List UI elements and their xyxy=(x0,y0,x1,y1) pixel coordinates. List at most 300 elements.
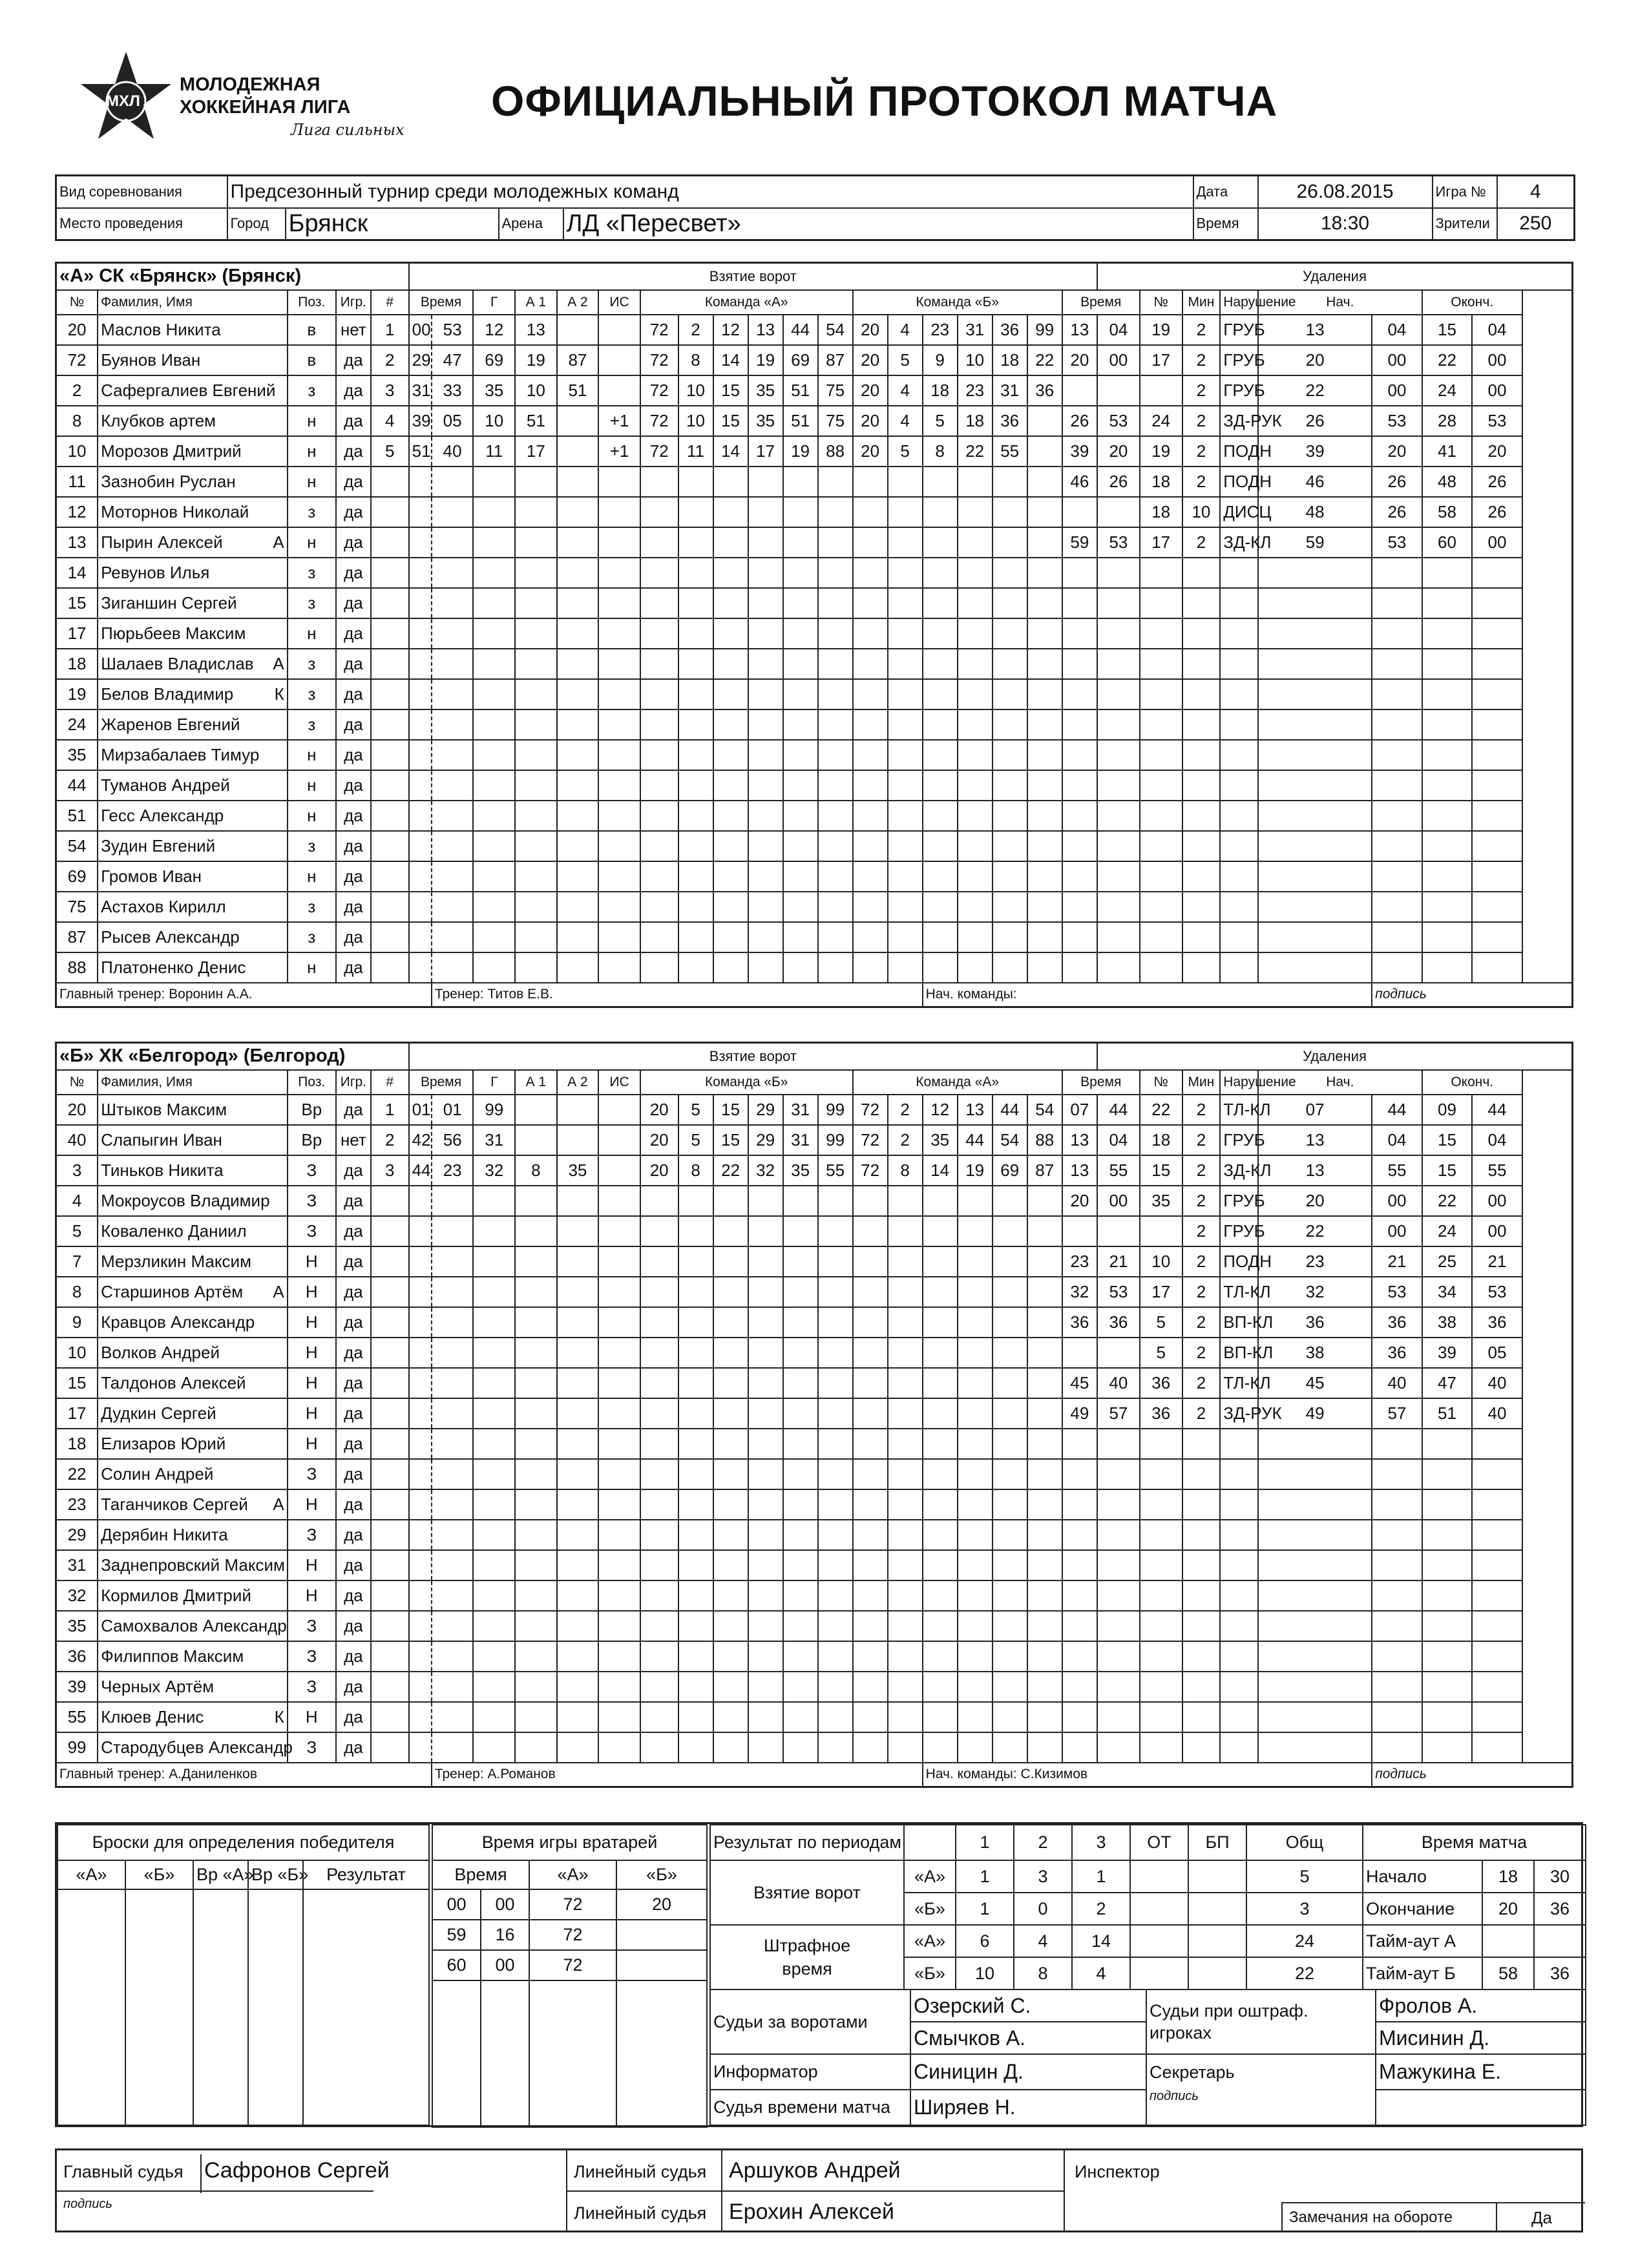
penalty-cell: 00 xyxy=(1372,345,1422,375)
goal-cell xyxy=(557,1095,599,1125)
player-name xyxy=(98,1398,288,1429)
goal-cell xyxy=(515,1398,557,1429)
goal-cell xyxy=(888,709,923,740)
goal-cell xyxy=(473,467,515,497)
goal-cell xyxy=(748,467,783,497)
start-label: Начало xyxy=(1363,1860,1482,1893)
goal-cell: 4 xyxy=(888,375,923,406)
penalty-cell xyxy=(1372,892,1422,922)
goal-cell xyxy=(557,1429,599,1459)
goal-cell: 56 xyxy=(432,1125,474,1155)
penalty-cell: 24 xyxy=(1422,375,1473,406)
g-header: Г xyxy=(473,290,515,315)
goal-cell xyxy=(432,1368,474,1398)
player-name-text: Буянов Иван xyxy=(101,350,201,370)
penalty-cell xyxy=(1472,922,1522,952)
player-name-text: Солин Андрей xyxy=(101,1464,214,1484)
pviol-header: Нарушение xyxy=(1220,1070,1258,1095)
goal-cell xyxy=(473,1580,515,1611)
goal-cell: +1 xyxy=(598,436,640,467)
goal-cell xyxy=(783,497,818,527)
goal-cell xyxy=(409,831,432,861)
penalty-cell xyxy=(1097,1611,1140,1641)
penalty-cell xyxy=(1182,618,1221,649)
goal-cell xyxy=(371,1672,409,1702)
goal-cell xyxy=(409,1368,432,1398)
goal-cell xyxy=(713,497,748,527)
goal-cell xyxy=(923,1641,958,1672)
goal-cell xyxy=(853,558,888,588)
penalty-cell: 15 xyxy=(1422,1125,1473,1155)
pnum-header: № xyxy=(1140,1070,1182,1095)
goal-cell xyxy=(473,1277,515,1307)
player-played: да xyxy=(336,467,371,497)
goal-cell xyxy=(748,588,783,618)
player-number: 8 xyxy=(56,406,98,436)
match-time-table xyxy=(1362,1824,1586,1990)
goal-cell xyxy=(678,1702,713,1732)
goal-cell xyxy=(557,1216,599,1246)
total-value: 22 xyxy=(1246,1957,1363,1990)
player-pos: Н xyxy=(288,1550,336,1580)
player-row xyxy=(56,922,1573,952)
penalty-cell: ГРУБ xyxy=(1220,1216,1258,1246)
goal-cell xyxy=(748,1489,783,1520)
goal-cell xyxy=(958,649,993,679)
player-played: да xyxy=(336,1398,371,1429)
goal-cell: 22 xyxy=(713,1155,748,1186)
penalty-cell: 2 xyxy=(1182,375,1221,406)
penalty-cell xyxy=(1062,1429,1097,1459)
goal-cell xyxy=(958,831,993,861)
goal-cell xyxy=(557,558,599,588)
player-name-text: Волков Андрей xyxy=(101,1342,220,1362)
goal-cell xyxy=(818,618,853,649)
penalty-cell xyxy=(1140,952,1182,983)
goal-cell xyxy=(888,861,923,892)
goal-cell xyxy=(678,1398,713,1429)
goal-cell xyxy=(783,1246,818,1277)
penalty-cell xyxy=(1220,1732,1258,1763)
goal-cell xyxy=(640,1216,678,1246)
goal-cell xyxy=(923,558,958,588)
penalty-cell: 39 xyxy=(1422,1338,1473,1368)
penalty-cell xyxy=(1097,1216,1140,1246)
period-value: 1 xyxy=(1072,1860,1130,1893)
penalty-cell: ВП-КЛ xyxy=(1220,1338,1258,1368)
penalty-cell: ГРУБ xyxy=(1220,345,1258,375)
goal-cell xyxy=(515,952,557,983)
goal-cell xyxy=(409,1398,432,1429)
player-role: К xyxy=(274,684,284,704)
player-pos: Н xyxy=(288,1398,336,1429)
total-value: 5 xyxy=(1246,1860,1363,1893)
informer-label: Информатор xyxy=(710,2054,910,2090)
penalty-cell: 00 xyxy=(1472,527,1522,558)
goal-cell xyxy=(713,952,748,983)
player-row xyxy=(56,861,1573,892)
player-name xyxy=(98,1580,288,1611)
penalty-cell xyxy=(1422,709,1473,740)
player-number: 15 xyxy=(56,588,98,618)
notes-value: Да xyxy=(1496,2203,1586,2232)
head-coach: Главный тренер: А.Даниленков xyxy=(56,1763,432,1787)
goal-cell xyxy=(783,1732,818,1763)
player-played: да xyxy=(336,1641,371,1672)
penalty-cell: ПОДН xyxy=(1220,467,1258,497)
penalty-cell xyxy=(1472,1641,1522,1672)
gk-cell: 72 xyxy=(529,1920,616,1950)
goal-cell xyxy=(371,892,409,922)
goal-cell xyxy=(1027,1611,1062,1641)
goal-cell xyxy=(678,1489,713,1520)
goal-cell xyxy=(993,892,1027,922)
player-number: 7 xyxy=(56,1246,98,1277)
goal-cell xyxy=(1027,467,1062,497)
penalty-cell xyxy=(1140,1611,1182,1641)
so-vra-label: Вр «А» xyxy=(193,1860,248,1889)
goal-cell xyxy=(1027,801,1062,831)
penalty-cell xyxy=(1062,1702,1097,1732)
goal-cell: 53 xyxy=(432,315,474,345)
player-role: А xyxy=(273,1494,284,1514)
penalty-cell: 32 xyxy=(1062,1277,1097,1307)
penalty-cell xyxy=(1062,740,1097,770)
player-played: да xyxy=(336,1155,371,1186)
penalty-cell: 2 xyxy=(1182,315,1221,345)
linesman-1-label: Линейный судья xyxy=(574,2162,707,2181)
goal-cell xyxy=(993,1520,1027,1550)
goal-cell xyxy=(598,1186,640,1216)
penalty-cell: 05 xyxy=(1472,1338,1522,1368)
penalty-cell xyxy=(1258,831,1372,861)
player-pos: З xyxy=(288,1732,336,1763)
a1-header: А 1 xyxy=(515,290,557,315)
goal-cell: 23 xyxy=(923,315,958,345)
goal-cell xyxy=(923,922,958,952)
goal-cell xyxy=(853,1186,888,1216)
goal-cell xyxy=(640,1611,678,1641)
player-played: да xyxy=(336,527,371,558)
goal-cell xyxy=(993,1611,1027,1641)
goal-cell xyxy=(853,1338,888,1368)
penalty-cell xyxy=(1372,1732,1422,1763)
penalty-cell: 04 xyxy=(1097,315,1140,345)
player-row xyxy=(56,831,1573,861)
secretary: Мажукина Е. xyxy=(1376,2054,1586,2090)
goal-cell xyxy=(1027,497,1062,527)
penalty-cell xyxy=(1140,1641,1182,1672)
penalty-cell: 53 xyxy=(1472,1277,1522,1307)
goal-cell: 51 xyxy=(409,436,432,467)
head-ref: Сафронов Сергей xyxy=(204,2158,390,2183)
player-pos: з xyxy=(288,709,336,740)
coach-sign-label: подпись xyxy=(1372,983,1572,1007)
goal-cell xyxy=(1027,1429,1062,1459)
goal-cell xyxy=(853,1641,888,1672)
player-name xyxy=(98,740,288,770)
penalty-cell: 19 xyxy=(1140,436,1182,467)
player-played: да xyxy=(336,345,371,375)
goal-cell xyxy=(640,922,678,952)
goal-cell xyxy=(473,1216,515,1246)
player-name-text: Пырин Алексей xyxy=(101,532,223,552)
goal-cell xyxy=(993,649,1027,679)
goal-cell xyxy=(993,1246,1027,1277)
goal-cell: 20 xyxy=(853,345,888,375)
goal-cell xyxy=(783,1672,818,1702)
penalty-cell: ГРУБ xyxy=(1220,375,1258,406)
goal-cell xyxy=(958,1338,993,1368)
player-row xyxy=(56,315,1573,345)
penalty-cell: 26 xyxy=(1097,467,1140,497)
penalty-cell xyxy=(1097,1338,1140,1368)
penalty-cell: 47 xyxy=(1422,1368,1473,1398)
penalty-cell: 48 xyxy=(1422,467,1473,497)
goal-cell xyxy=(473,740,515,770)
penalty-cell: 2 xyxy=(1182,1277,1221,1307)
goal-cell xyxy=(923,1611,958,1641)
penalty-cell xyxy=(1472,679,1522,709)
goal-cell xyxy=(1027,1338,1062,1368)
goal-cell xyxy=(409,1702,432,1732)
penalty-cell xyxy=(1372,1611,1422,1641)
player-row xyxy=(56,1611,1573,1641)
goal-cell xyxy=(748,740,783,770)
goal-cell xyxy=(958,1277,993,1307)
player-pos: з xyxy=(288,649,336,679)
goal-cell xyxy=(409,588,432,618)
game-number: 4 xyxy=(1497,176,1575,208)
penalty-cell xyxy=(1062,1611,1097,1641)
goal-cell xyxy=(515,709,557,740)
penalty-cell xyxy=(1372,922,1422,952)
player-name-text: Ревунов Илья xyxy=(101,562,210,582)
goal-cell xyxy=(432,1732,474,1763)
player-pos: З xyxy=(288,1186,336,1216)
goal-cell xyxy=(598,801,640,831)
goal-cell: 32 xyxy=(473,1155,515,1186)
player-number: 88 xyxy=(56,952,98,983)
penalty-cell xyxy=(1182,588,1221,618)
goal-cell xyxy=(958,1550,993,1580)
a2-header: А 2 xyxy=(557,1070,599,1095)
goal-cell xyxy=(409,1246,432,1277)
goal-cell xyxy=(958,740,993,770)
goal-cell xyxy=(888,649,923,679)
goal-cell xyxy=(853,1398,888,1429)
player-row xyxy=(56,1095,1573,1125)
goal-cell xyxy=(598,1702,640,1732)
penalty-cell xyxy=(1258,740,1372,770)
player-row xyxy=(56,709,1573,740)
goal-cell xyxy=(371,1732,409,1763)
penalty-cell xyxy=(1258,709,1372,740)
goal-cell xyxy=(640,770,678,801)
penalty-cell: 5 xyxy=(1140,1338,1182,1368)
penalty-cell: 13 xyxy=(1062,315,1097,345)
player-name xyxy=(98,1732,293,1763)
penalty-cell xyxy=(1422,1611,1473,1641)
play-header: Игр. xyxy=(336,290,371,315)
goal-cell: 39 xyxy=(409,406,432,436)
player-pos: н xyxy=(288,740,336,770)
goal-cell xyxy=(557,1368,599,1398)
goal-cell xyxy=(923,467,958,497)
player-name xyxy=(98,315,288,345)
goal-cell xyxy=(853,649,888,679)
player-name xyxy=(98,922,288,952)
player-name xyxy=(98,1611,288,1641)
goal-cell xyxy=(640,527,678,558)
goal-cell xyxy=(598,952,640,983)
goal-cell xyxy=(409,467,432,497)
goal-cell xyxy=(557,770,599,801)
goal-cell xyxy=(923,1307,958,1338)
penalty-cell: 13 xyxy=(1062,1155,1097,1186)
penalty-cell: 53 xyxy=(1097,406,1140,436)
player-pos: з xyxy=(288,831,336,861)
goal-cell xyxy=(371,740,409,770)
goal-cell xyxy=(473,1307,515,1338)
penalty-cell: 38 xyxy=(1422,1307,1473,1338)
goal-cell xyxy=(923,1732,958,1763)
goal-cell xyxy=(923,618,958,649)
penalty-cell xyxy=(1062,1520,1097,1550)
goal-cell xyxy=(598,1429,640,1459)
gk-cell: 59 xyxy=(432,1920,481,1950)
player-number: 10 xyxy=(56,1338,98,1368)
goal-cell: 54 xyxy=(1027,1095,1062,1125)
player-played: да xyxy=(336,1520,371,1550)
goal-cell xyxy=(993,1702,1027,1732)
goal-cell xyxy=(515,1186,557,1216)
penalty-cell: 32 xyxy=(1258,1277,1372,1307)
goal-cell xyxy=(640,1398,678,1429)
goal-cell xyxy=(713,1216,748,1246)
goal-cell: 31 xyxy=(958,315,993,345)
goal-cell xyxy=(748,558,783,588)
goal-cell xyxy=(640,1702,678,1732)
player-row xyxy=(56,1338,1573,1368)
goal-time-header: Время xyxy=(409,290,474,315)
goal-cell: 15 xyxy=(713,406,748,436)
penalty-cell xyxy=(1422,1580,1473,1611)
goal-cell: 14 xyxy=(713,345,748,375)
goal-cell xyxy=(640,618,678,649)
goal-cell xyxy=(818,1520,853,1550)
goal-cell: 12 xyxy=(713,315,748,345)
goal-cell xyxy=(713,1429,748,1459)
goal-cell: 3 xyxy=(371,1155,409,1186)
goal-cell xyxy=(713,1672,748,1702)
player-number: 36 xyxy=(56,1641,98,1672)
goal-cell xyxy=(993,709,1027,740)
player-played: да xyxy=(336,1246,371,1277)
goal-cell xyxy=(923,1520,958,1550)
goal-cell xyxy=(409,558,432,588)
goal-cell xyxy=(515,1732,557,1763)
goal-cell xyxy=(818,770,853,801)
goal-cell xyxy=(783,831,818,861)
goal-cell xyxy=(409,649,432,679)
player-number: 22 xyxy=(56,1459,98,1489)
penalty-cell: 49 xyxy=(1258,1398,1372,1429)
goal-cell xyxy=(598,1672,640,1702)
penalty-cell xyxy=(1372,1459,1422,1489)
penalty-cell: 17 xyxy=(1140,1277,1182,1307)
goal-cell xyxy=(713,740,748,770)
penalty-cell xyxy=(1062,1550,1097,1580)
goal-cell xyxy=(598,375,640,406)
goal-cell xyxy=(748,1398,783,1429)
goal-cell xyxy=(371,618,409,649)
goal-cell xyxy=(993,558,1027,588)
penalty-cell: 18 xyxy=(1140,1125,1182,1155)
player-name-text: Штыков Максим xyxy=(101,1099,227,1119)
goal-cell xyxy=(409,861,432,892)
penalty-cell: 24 xyxy=(1422,1216,1473,1246)
player-row xyxy=(56,467,1573,497)
player-name-text: Филиппов Максим xyxy=(101,1646,244,1666)
penalty-cell: 04 xyxy=(1472,315,1522,345)
penalty-cell xyxy=(1220,952,1258,983)
player-row xyxy=(56,1125,1573,1155)
goal-cell xyxy=(923,649,958,679)
player-row xyxy=(56,497,1573,527)
goal-cell xyxy=(432,1398,474,1429)
goal-cell xyxy=(993,861,1027,892)
penalty-cell: 40 xyxy=(1372,1368,1422,1398)
period-results-table xyxy=(709,1824,1363,1990)
goal-cell xyxy=(409,527,432,558)
gk-a-label: «А» xyxy=(529,1860,616,1889)
penalty-cell: 17 xyxy=(1140,345,1182,375)
player-number: 8 xyxy=(56,1277,98,1307)
penalty-cell xyxy=(1220,1429,1258,1459)
goal-cell xyxy=(958,1368,993,1398)
player-played: да xyxy=(336,1338,371,1368)
on-ice-first-header: Команда «Б» xyxy=(640,1070,853,1095)
penalty-cell: 20 xyxy=(1062,345,1097,375)
penalty-cell xyxy=(1220,1489,1258,1520)
pmin-header: Мин xyxy=(1182,290,1221,315)
goal-cell xyxy=(557,831,599,861)
goal-cell xyxy=(1027,649,1062,679)
player-row xyxy=(56,1580,1573,1611)
goal-cell xyxy=(1027,892,1062,922)
goal-cell xyxy=(473,1520,515,1550)
goal-cell xyxy=(678,527,713,558)
penalty-cell: 2 xyxy=(1182,1095,1221,1125)
goal-cell xyxy=(409,618,432,649)
penalty-cell xyxy=(1472,770,1522,801)
goal-cell xyxy=(818,1702,853,1732)
goal-cell xyxy=(993,497,1027,527)
goal-cell xyxy=(923,1277,958,1307)
player-pos: Н xyxy=(288,1246,336,1277)
goal-cell xyxy=(598,892,640,922)
penalty-cell xyxy=(1062,1459,1097,1489)
end-label: Окончание xyxy=(1363,1893,1482,1925)
penalty-cell xyxy=(1182,1611,1221,1641)
goal-cell: 19 xyxy=(515,345,557,375)
player-number: 72 xyxy=(56,345,98,375)
player-number: 23 xyxy=(56,1489,98,1520)
penalty-cell xyxy=(1372,618,1422,649)
player-played: нет xyxy=(336,315,371,345)
player-number: 19 xyxy=(56,679,98,709)
